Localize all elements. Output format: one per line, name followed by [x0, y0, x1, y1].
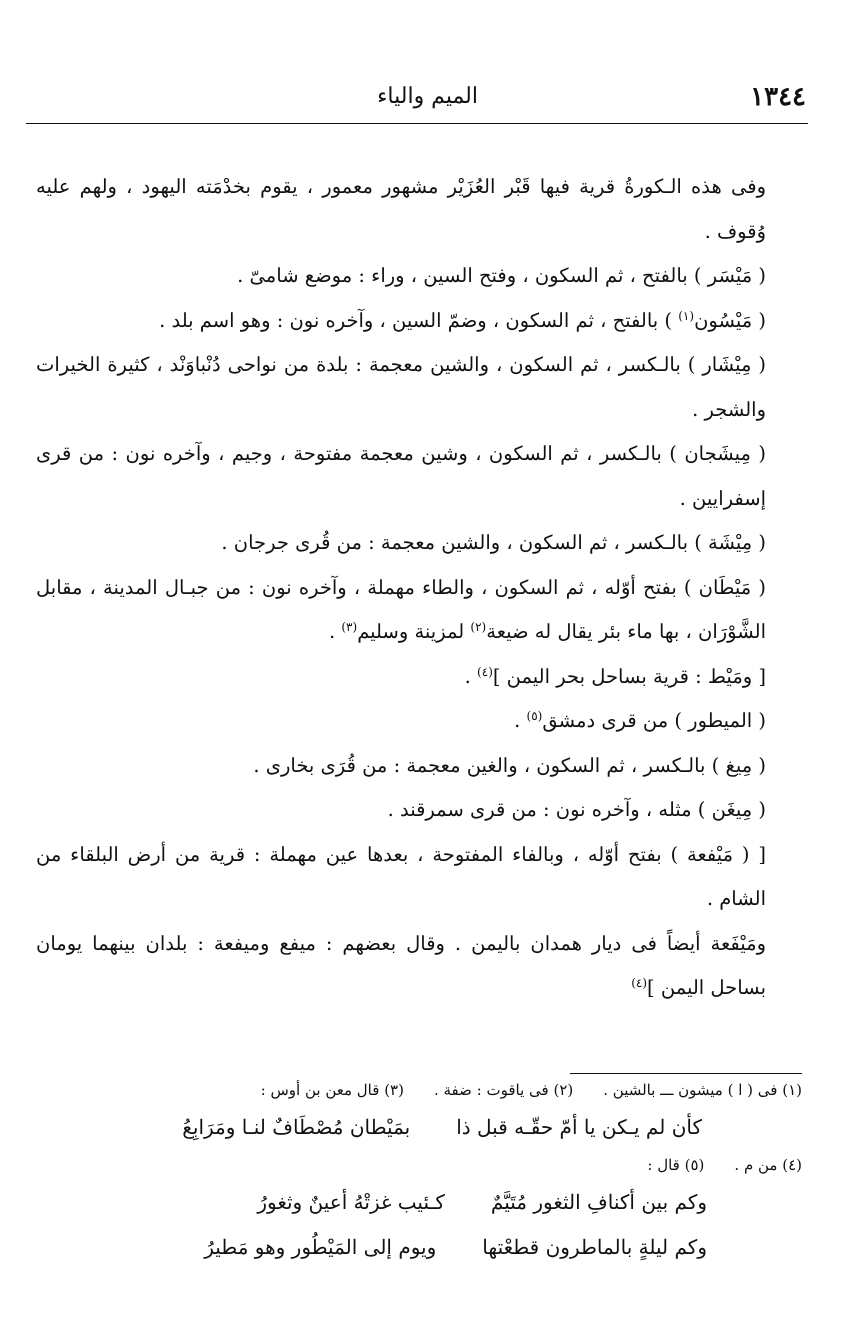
footnote-ref-4: (٤): [477, 664, 493, 679]
footnote-ref-3: (٣): [341, 620, 358, 634]
entry-misha: ( مِيْشَة ) بالـكسر ، ثم السكون ، والشين معجمة : من قُرى جرجان .: [221, 531, 766, 554]
entry-mighan: ( مِيغَن ) مثله ، وآخره نون : من قرى سمرقند .: [387, 798, 766, 821]
footnote-line-1: [40, 1075, 802, 1105]
entry-maysar: ( مَيْسَر ) بالفتح ، ثم السكون ، وفتح السين ، وراء : موضع شامىّ .: [237, 264, 766, 287]
verse-maan: [40, 1105, 802, 1150]
verse-hemistich-2: بمَيْطان مُصْطَافٌ لنـا ومَرَابِعُ: [182, 1115, 411, 1139]
entry-maytan-text: ( مَيْطَان ) بفتح أوّله ، ثم السكون ، والطاء مهملة ، وآخره نون : من جبـال المدينة ، مقابل الشَّوْرَان ، بها ماء بئر يقال له ضيعة: [36, 575, 766, 643]
entry-mishar: ( مِيْشَار ) بالـكسر ، ثم السكون ، والشين معجمة : بلدة من نواحى دُنْباوَنْد ، كثيرة الخيرات والشجر .: [36, 353, 766, 421]
entry-mayt-end: .: [464, 664, 478, 688]
entry-mishajan: ( مِيشَجان ) بالـكسر ، ثم السكون ، وشين معجمة مفتوحة ، وجيم ، وآخره نون : من قرى إسفرايين .: [36, 442, 766, 510]
verse-thughur: [40, 1180, 802, 1225]
footnote-ref-2: (٢): [470, 620, 487, 634]
footnote-4: (٤) من م .: [734, 1156, 802, 1174]
footnote-line-2: [40, 1150, 802, 1180]
entry-maytur: [36, 699, 800, 744]
entry-maysun-text: ) بالفتح ، ثم السكون ، وضمّ السين ، وآخره نون : وهو اسم بلد .: [159, 308, 679, 332]
entry-maysun: [36, 299, 800, 344]
entry-mayt: [36, 655, 800, 700]
entry-mayfaa: [ ( مَيْفعة ) بفتح أوّله ، وبالفاء المفتوحة ، بعدها عين مهملة : قرية من أرض البلقاء من الشام .: [36, 842, 766, 910]
footnote-ref-5: (٥): [526, 709, 543, 723]
page-number: ١٣٤٤: [750, 82, 806, 112]
entry-migh: ( مِيغ ) بالـكسر ، ثم السكون ، والغين معجمة : من قُرَى بخارى .: [253, 753, 766, 777]
verse-hemistich-3: وكم بين أكنافِ الثغور مُتَيَّمٌ: [490, 1190, 707, 1214]
footnotes: [40, 1075, 802, 1270]
footnote-5: (٥) قال :: [647, 1156, 705, 1174]
footnote-rule: [570, 1073, 802, 1074]
entry-maytan-end: .: [328, 620, 342, 643]
page-header: [26, 82, 808, 122]
entry-maytan-text-2: لمزينة وسليم: [357, 620, 471, 643]
verse-hemistich-4: كـئيب غزتْهُ أعينٌ وثغورُ: [257, 1190, 445, 1214]
paragraph-1: وفى هذه الـكورةُ قرية فيها قَبْر العُزَيْر مشهور معمور ، يقوم بخدْمَته اليهود ، ولهم عليه وُقوف .: [36, 175, 766, 243]
verse-maytur: [40, 1225, 802, 1270]
verse-hemistich-1: كأن لم يـكن يا أمّ حقّـه قبل ذا: [456, 1115, 702, 1139]
footnote-3: (٣) قال معن بن أوس :: [260, 1081, 404, 1099]
verse-hemistich-5: وكم ليلةٍ بالماطرون قطعْتها: [482, 1235, 707, 1259]
footnote-1: (١) فى ( ا ) ميشون ـــ بالشين .: [603, 1081, 802, 1099]
entry-mayfaa-2: [36, 922, 800, 1011]
entry-maytur-text: ( الميطور ) من قرى دمشق: [542, 709, 766, 732]
entry-mayfaa-2-text: ومَيْفَعة أيضاً فى ديار همدان باليمن . وقال بعضهم : ميفع وميفعة : بلدان بينهما يومان بساحل اليمن ]: [36, 931, 766, 999]
entry-maysun-head: ( مَيْسُون: [694, 308, 766, 332]
entry-maytan: [36, 566, 800, 655]
footnote-2: (٢) فى ياقوت : ضفة .: [433, 1081, 574, 1099]
entry-maytur-end: .: [514, 709, 527, 732]
main-text: [36, 165, 800, 1011]
header-rule: [26, 123, 808, 124]
entry-mayt-text: [ ومَيْط : قرية بساحل بحر اليمن ]: [492, 664, 766, 688]
footnote-ref-4b: (٤): [631, 976, 648, 990]
verse-hemistich-6: ويوم إلى المَيْطُور وهو مَطيرُ: [204, 1235, 437, 1259]
footnote-ref-1: (١): [678, 308, 695, 323]
running-title: الميم والياء: [377, 84, 478, 109]
